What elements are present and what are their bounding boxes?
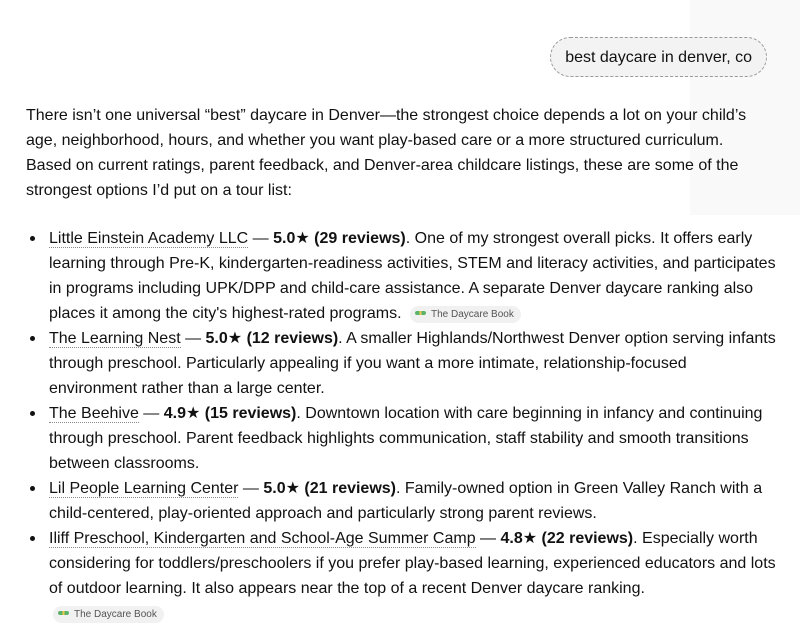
description: . Family-owned option in Green Valley Ranch with a child-centered, play-oriented approach and particularly strong parent reviews. [49,480,763,522]
user-message-bubble: best daycare in denver, co [550,37,767,77]
recommendation-list [26,226,776,626]
bullet-icon [30,486,35,491]
separator: — [238,480,264,497]
separator: — [248,230,274,247]
place-link[interactable]: The Learning Nest [49,330,181,347]
description: . Especially worth considering for toddlers/preschoolers if you prefer play-based learning, experienced educators and lots of outdoor learning. It also appears near the top of a recent Denver daycare ranking. [49,530,776,597]
list-item [26,476,776,526]
source-favicon-icon [58,611,69,615]
rating: 4.8★ (22 reviews) [500,530,634,547]
source-chip[interactable] [53,606,164,623]
list-item [26,326,776,401]
separator: — [180,330,206,347]
separator: — [138,405,164,422]
assistant-response [26,103,776,626]
list-item [26,401,776,476]
place-link[interactable]: Little Einstein Academy LLC [49,230,249,247]
place-link[interactable]: Iliff Preschool, Kindergarten and School-Age Summer Camp [49,530,476,547]
source-label: The Daycare Book [74,609,157,620]
place-link[interactable]: Lil People Learning Center [49,480,239,497]
source-label: The Daycare Book [431,309,514,320]
list-item [26,526,776,626]
source-favicon-icon [415,311,426,315]
list-item [26,226,776,326]
description: . Downtown location with care beginning in infancy and continuing through preschool. Parent feedback highlights communication, staff stability and smooth transitions between classrooms. [49,405,763,472]
intro-paragraph: There isn’t one universal “best” daycare in Denver—the strongest choice depends a lot on your child’s age, neighborhood, hours, and whether you want play-based care or a more structured curriculum. Based on current ratings, parent feedback, and Denver-area childcare listings, these are some of the strongest options I’d put on a tour list: [26,107,747,199]
bullet-icon [30,411,35,416]
description: . One of my strongest overall picks. It offers early learning through Pre-K, kindergarten-readiness activities, STEM and literacy activities, and participates in programs including UPK/DPP and child-care assistance. A separate Denver daycare ranking also places it among the city's highest-rated programs. [49,230,776,322]
bullet-icon [30,236,35,241]
rating: 4.9★ (15 reviews) [163,405,297,422]
rating: 5.0★ (29 reviews) [273,230,406,247]
source-chip[interactable] [410,306,521,323]
bullet-icon [30,336,35,341]
place-link[interactable]: The Beehive [49,405,139,422]
separator: — [475,530,501,547]
rating: 5.0★ (21 reviews) [263,480,396,497]
rating: 5.0★ (12 reviews) [205,330,339,347]
description: . A smaller Highlands/Northwest Denver option serving infants through preschool. Particularly appealing if you want a more intimate, relationship-focused environment rather than a large center. [49,330,776,397]
bullet-icon [30,536,35,541]
